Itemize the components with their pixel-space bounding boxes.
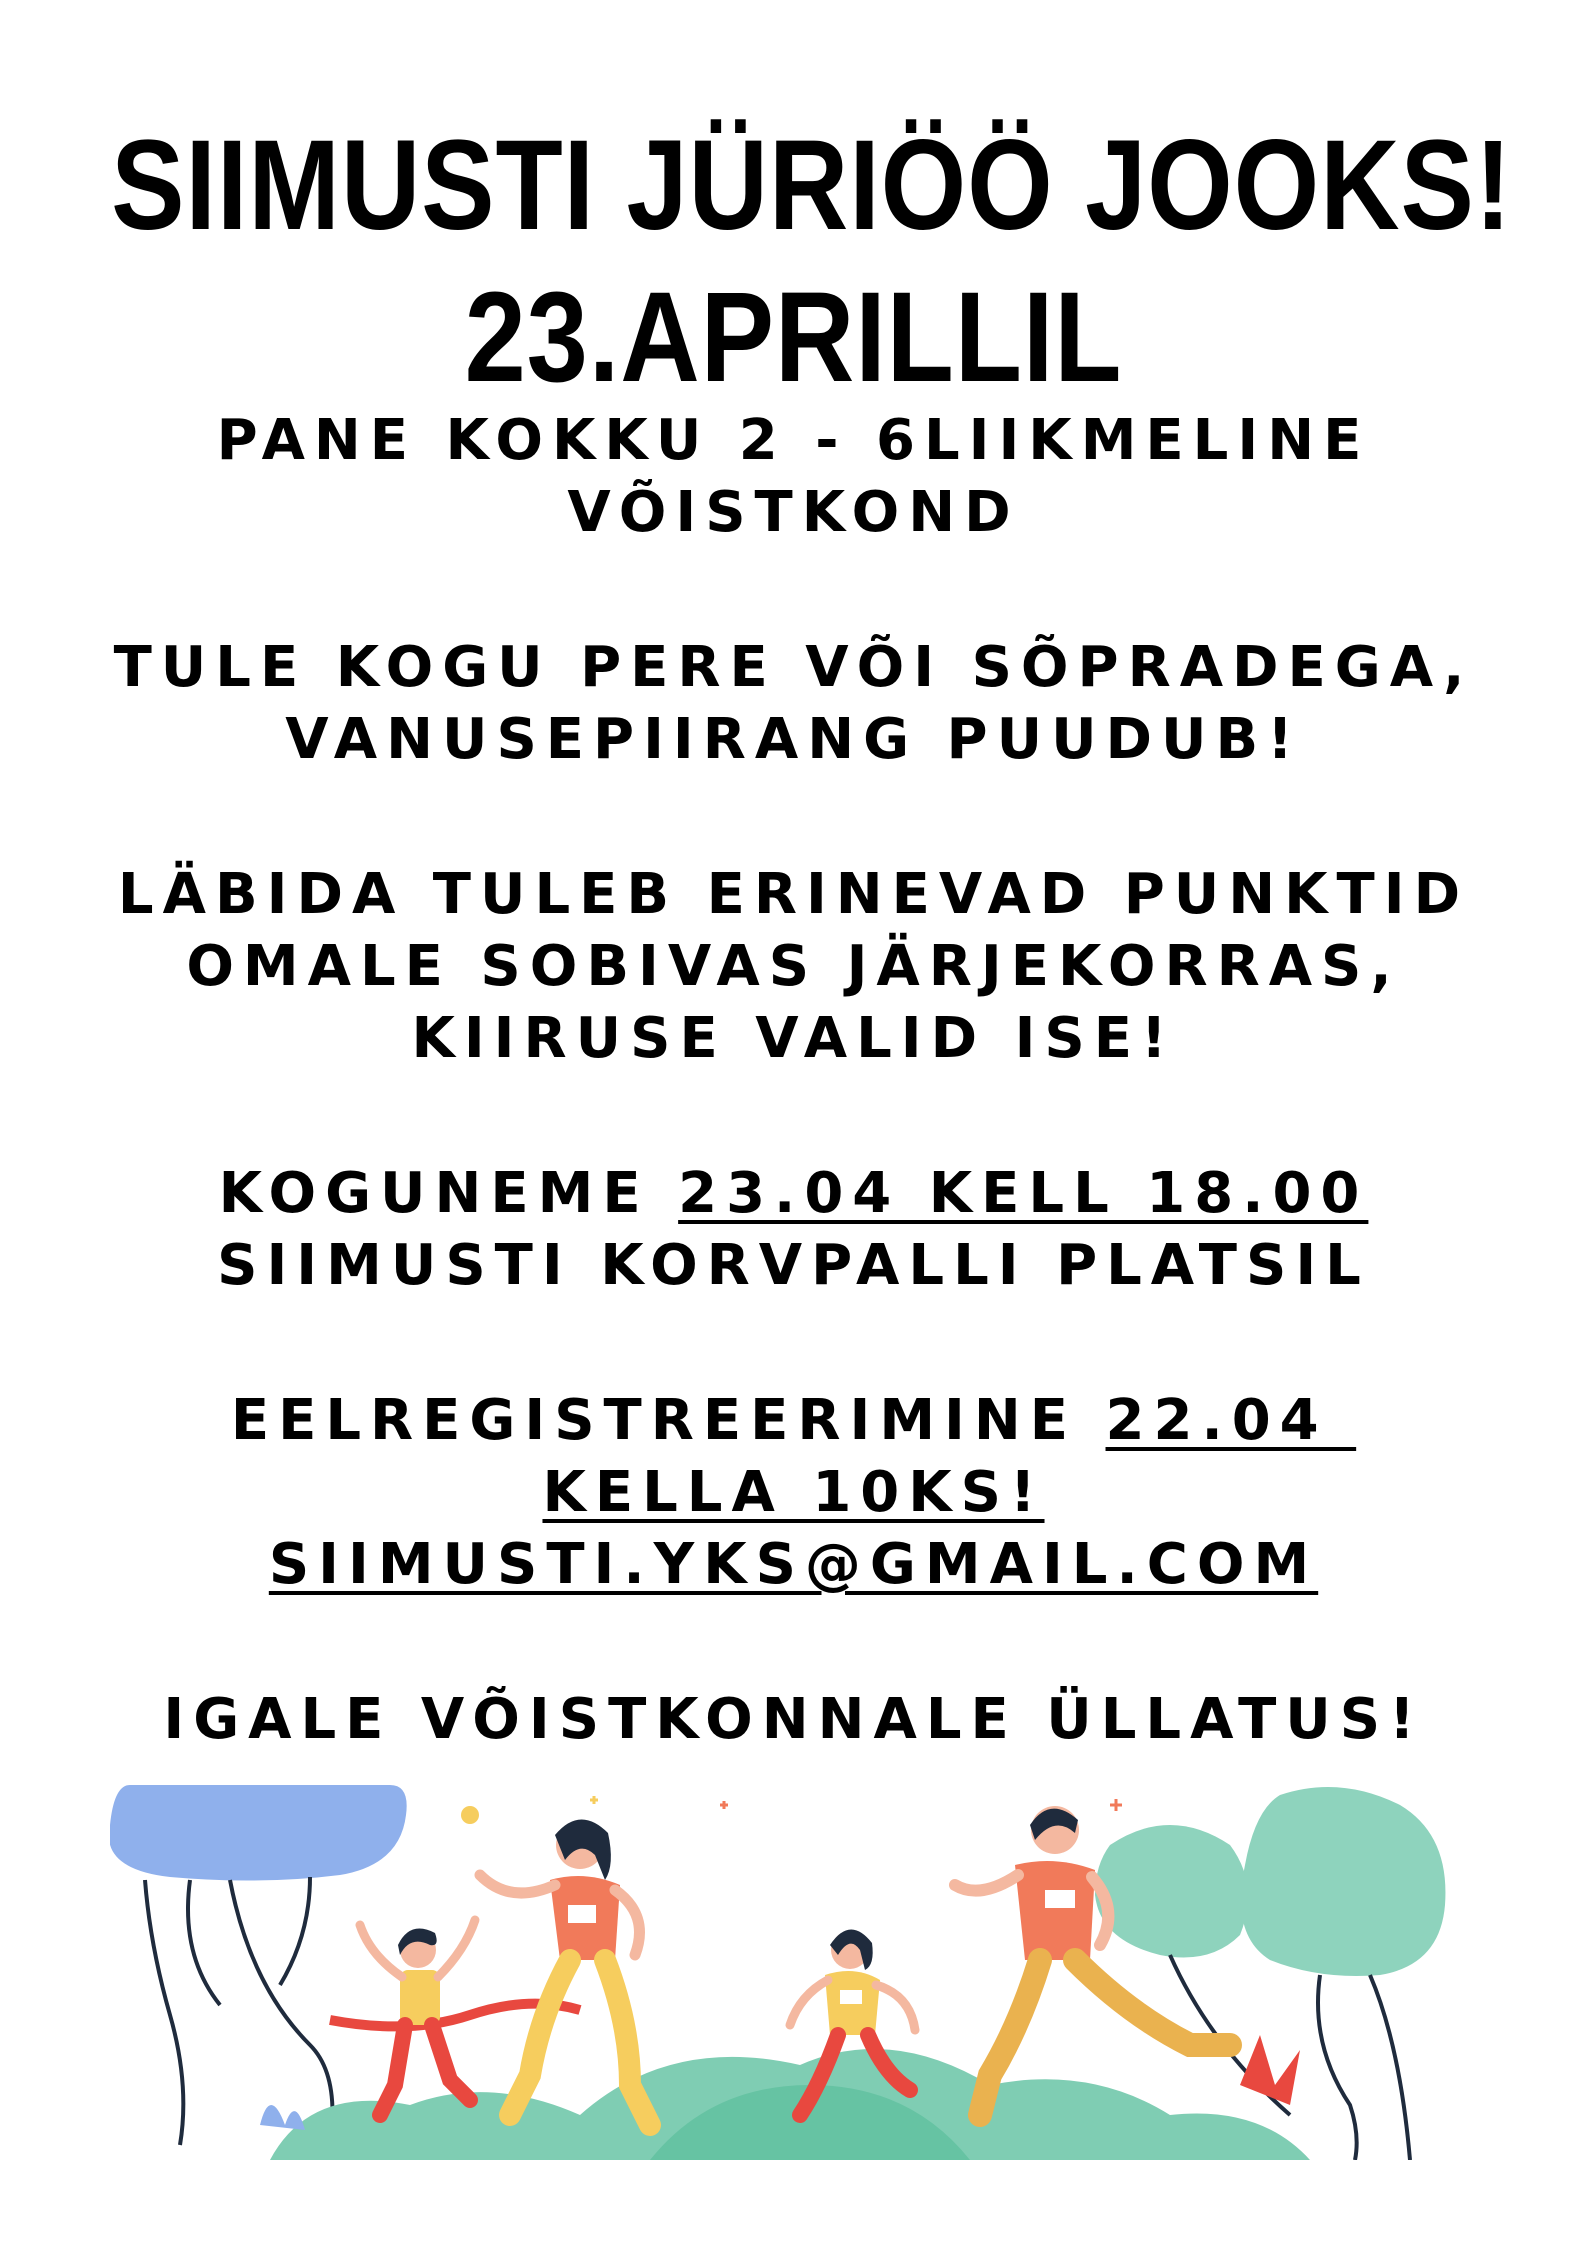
meeting-place: SIIMUSTI KORVPALLI PLATSIL xyxy=(217,1233,1370,1298)
route-line-1: LÄBIDA TULEB ERINEVAD PUNKTID xyxy=(117,862,1470,927)
registration-date: 22.04 xyxy=(1105,1388,1357,1453)
route-line-2: OMALE SOBIVAS JÄRJEKORRAS, xyxy=(186,934,1401,999)
route-paragraph xyxy=(0,859,1587,1075)
meeting-datetime: 23.04 KELL 18.00 xyxy=(678,1161,1369,1226)
meeting-line-1 xyxy=(0,1158,1587,1230)
green-tree-canopy xyxy=(1241,1787,1446,1976)
registration-deadline: KELLA 10KS! xyxy=(542,1460,1045,1525)
event-details xyxy=(0,405,1587,1756)
blue-tree-canopy xyxy=(110,1785,407,1881)
registration-prefix: EELREGISTREERIMINE xyxy=(230,1388,1106,1453)
family-running-illustration xyxy=(110,1785,1450,2160)
team-line-2: VÕISTKOND xyxy=(567,480,1020,545)
surprise-line: IGALE VÕISTKONNALE ÜLLATUS! xyxy=(163,1687,1424,1752)
title-line-1: SIIMUSTI JÜRIÖÖ JOOKS! xyxy=(111,114,1513,257)
registration-paragraph xyxy=(0,1385,1587,1601)
route-line-3: KIIRUSE VALID ISE! xyxy=(411,1006,1176,1071)
registration-line-1 xyxy=(0,1385,1587,1457)
meeting-paragraph xyxy=(0,1158,1587,1302)
registration-email-link[interactable]: SIIMUSTI.YKS@GMAIL.COM xyxy=(268,1532,1319,1597)
family-paragraph xyxy=(0,632,1587,776)
team-line-1: PANE KOKKU 2 - 6LIIKMELINE xyxy=(216,408,1371,473)
team-paragraph xyxy=(0,405,1587,549)
family-line-2: VANUSEPIIRANG PUUDUB! xyxy=(285,707,1302,772)
meeting-prefix: KOGUNEME xyxy=(218,1161,679,1226)
family-line-1: TULE KOGU PERE VÕI SÕPRADEGA, xyxy=(113,635,1474,700)
event-title xyxy=(111,110,1513,414)
title-line-2: 23.APRILLIL xyxy=(464,266,1123,409)
surprise-paragraph xyxy=(0,1684,1587,1756)
